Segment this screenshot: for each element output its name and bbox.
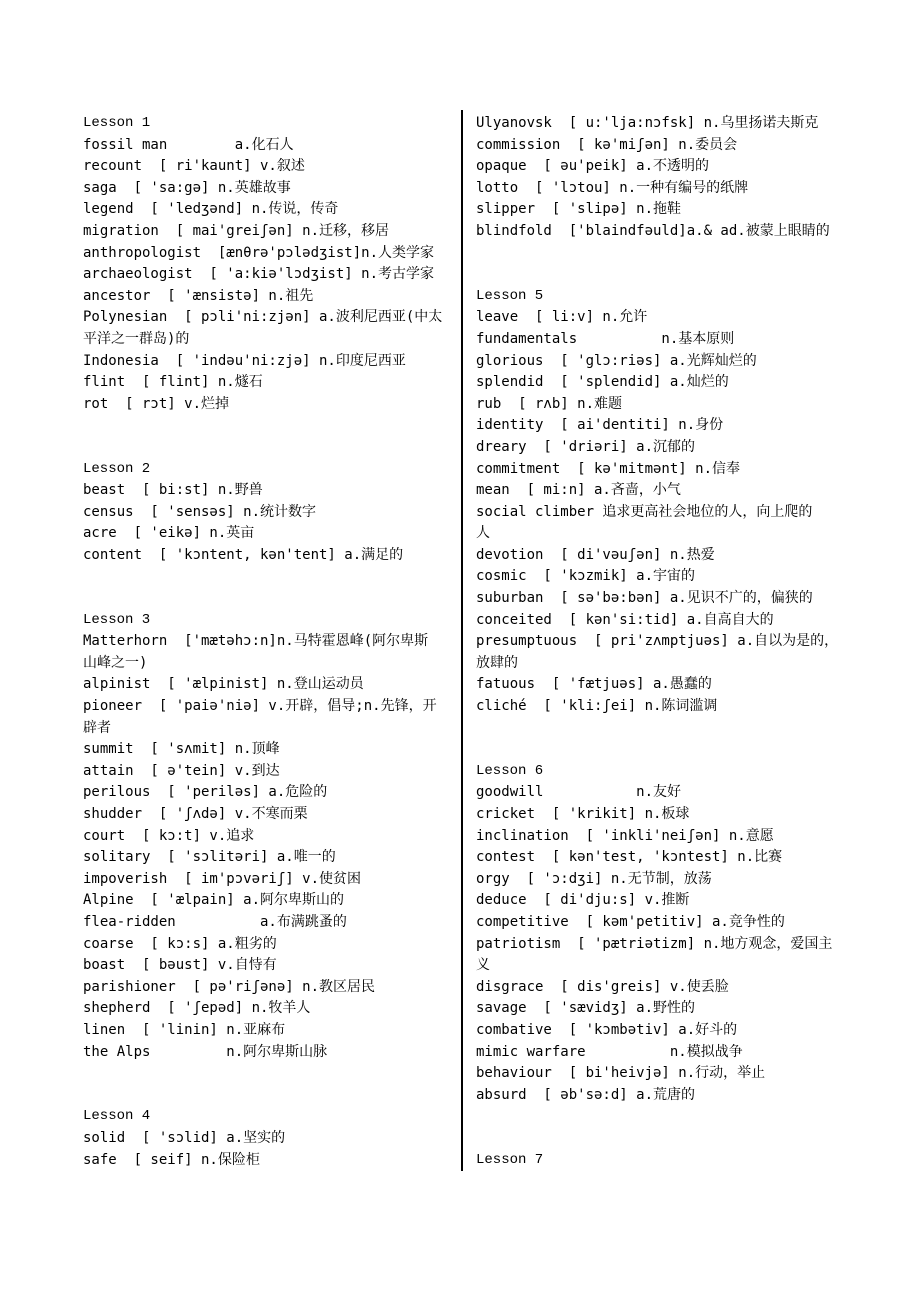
vocab-line: shudder [ 'ʃʌdə] v.不寒而栗 <box>83 806 308 822</box>
vocab-line: suburban [ sə'bə:bən] a.见识不广的，偏狭的 <box>476 590 813 607</box>
vocab-line: solitary [ 'sɔlitəri] a.唯一的 <box>83 849 336 866</box>
vocab-line: migration [ mai'greiʃən] n.迁移，移居 <box>83 222 390 239</box>
vocab-line: impoverish [ im'pɔvəriʃ] v.使贫困 <box>83 870 362 887</box>
vocab-line: glorious [ 'glɔ:riəs] a.光辉灿烂的 <box>476 352 757 369</box>
vocab-line: legend [ 'ledʒənd] n.传说，传奇 <box>83 201 339 218</box>
blank-line <box>476 243 851 265</box>
vocab-line: 辟者 <box>83 719 111 736</box>
vocab-line: commission [ kə'miʃən] n.委员会 <box>476 136 738 153</box>
vocab-line: cliché [ 'kli:ʃei] n.陈词滥调 <box>476 698 718 715</box>
vocab-line: devotion [ di'vəuʃən] n.热爱 <box>476 546 715 563</box>
vocab-line: fossil man a.化石人 <box>83 136 294 153</box>
vocab-line: beast [ bi:st] n.野兽 <box>83 482 263 499</box>
vocab-line: court [ kɔ:t] v.追求 <box>83 827 255 844</box>
blank-line <box>83 437 453 459</box>
vocab-line: the Alps n.阿尔卑斯山脉 <box>83 1043 328 1060</box>
vocab-line: patriotism [ 'pætriətizm] n.地方观念，爱国主 <box>476 935 833 952</box>
vocab-line: 人 <box>476 525 490 542</box>
right-column <box>476 113 851 1171</box>
vocab-line: social climber 追求更高社会地位的人，向上爬的 <box>476 503 813 520</box>
vocab-line: lotto [ 'lɔtou] n.一种有编号的纸牌 <box>476 179 749 196</box>
column-divider <box>461 110 463 1171</box>
vocab-line: splendid [ 'splendid] a.灿烂的 <box>476 374 729 391</box>
vocab-line: blindfold ['blaindfəuld]a.& ad.被蒙上眼睛的 <box>476 222 830 239</box>
blank-line <box>476 718 851 740</box>
vocab-line: behaviour [ bi'heivjə] n.行动，举止 <box>476 1065 766 1082</box>
vocab-line: saga [ 'sa:gə] n.英雄故事 <box>83 179 291 196</box>
blank-line <box>476 1106 851 1128</box>
vocab-line: Alpine [ 'ælpain] a.阿尔卑斯山的 <box>83 892 345 909</box>
vocab-line: Indonesia [ 'indəu'ni:zjə] n.印度尼西亚 <box>83 352 406 369</box>
vocab-line: combative [ 'kɔmbətiv] a.好斗的 <box>476 1021 738 1038</box>
vocab-line: slipper [ 'slipə] n.拖鞋 <box>476 201 682 218</box>
vocab-line: perilous [ 'periləs] a.危险的 <box>83 784 328 801</box>
vocab-line: recount [ ri'kaunt] v.叙述 <box>83 158 305 175</box>
vocab-line: dreary [ 'driəri] a.沉郁的 <box>476 438 696 455</box>
vocab-line: cosmic [ 'kɔzmik] a.宇宙的 <box>476 568 696 585</box>
vocab-line: flea-ridden a.布满跳蚤的 <box>83 913 347 930</box>
vocab-line: competitive [ kəm'petitiv] a.竞争性的 <box>476 913 785 930</box>
vocab-line: summit [ 'sʌmit] n.顶峰 <box>83 741 280 758</box>
vocab-line: ancestor [ 'ænsistə] n.祖先 <box>83 287 314 304</box>
vocab-line: mimic warfare n.模拟战争 <box>476 1043 743 1060</box>
lesson-heading: Lesson 5 <box>476 287 544 304</box>
blank-line <box>83 566 453 588</box>
lesson-heading: Lesson 3 <box>83 611 151 628</box>
vocab-line: disgrace [ dis'greis] v.使丢脸 <box>476 978 729 995</box>
vocab-line: content [ 'kɔntent, kən'tent] a.满足的 <box>83 546 404 563</box>
blank-line <box>83 1063 453 1085</box>
vocab-line: safe [ seif] n.保险柜 <box>83 1151 260 1168</box>
blank-line <box>83 588 453 610</box>
lesson-heading: Lesson 2 <box>83 460 151 477</box>
vocab-line: goodwill n.友好 <box>476 784 682 801</box>
vocab-line: rub [ rʌb] n.难题 <box>476 395 623 412</box>
vocab-line: Ulyanovsk [ u:'lja:nɔfsk] n.乌里扬诺夫斯克 <box>476 115 819 131</box>
blank-line <box>83 1085 453 1107</box>
blank-line <box>476 264 851 286</box>
vocab-line: identity [ ai'dentiti] n.身份 <box>476 417 724 434</box>
vocab-line: presumptuous [ pri'zʌmptjuəs] a.自以为是的， <box>476 633 839 650</box>
left-column <box>83 113 453 1171</box>
vocab-line: cricket [ 'krikit] n.板球 <box>476 806 690 822</box>
blank-line <box>476 1128 851 1150</box>
lesson-heading: Lesson 4 <box>83 1108 151 1125</box>
vocab-line: deduce [ di'dju:s] v.推断 <box>476 892 690 909</box>
vocab-line: mean [ mi:n] a.吝啬，小气 <box>476 482 681 499</box>
vocab-line: absurd [ əb'sə:d] a.荒唐的 <box>476 1086 696 1103</box>
vocab-line: 平洋之一群岛)的 <box>83 330 190 347</box>
vocab-line: 义 <box>476 957 490 974</box>
vocab-line: pioneer [ 'paiə'niə] v.开辟，倡导;n.先锋，开 <box>83 698 437 715</box>
vocab-line: alpinist [ 'ælpinist] n.登山运动员 <box>83 676 364 693</box>
vocab-line: orgy [ 'ɔ:dʒi] n.无节制，放荡 <box>476 870 712 887</box>
vocab-line: 放肆的 <box>476 654 518 671</box>
vocab-line: fundamentals n.基本原则 <box>476 330 735 347</box>
vocab-line: Polynesian [ pɔli'ni:zjən] a.波利尼西亚(中太 <box>83 309 443 326</box>
vocab-line: 山峰之一) <box>83 654 148 671</box>
vocab-line: attain [ ə'tein] v.到达 <box>83 762 280 779</box>
vocab-line: fatuous [ 'fætjuəs] a.愚蠢的 <box>476 676 712 693</box>
vocab-line: opaque [ əu'peik] a.不透明的 <box>476 158 710 175</box>
vocab-line: boast [ bəust] v.自恃有 <box>83 957 277 974</box>
vocab-line: Matterhorn ['mætəhɔ:n]n.马特霍恩峰(阿尔卑斯 <box>83 633 429 650</box>
vocab-line: census [ 'sensəs] n.统计数字 <box>83 503 317 520</box>
vocab-line: shepherd [ 'ʃepəd] n.牧羊人 <box>83 1000 311 1017</box>
vocab-line: anthropologist [ænθrə'pɔlədʒist]n.人类学家 <box>83 244 435 261</box>
vocab-line: solid [ 'sɔlid] a.坚实的 <box>83 1129 286 1146</box>
lesson-heading: Lesson 1 <box>83 115 151 131</box>
lesson-heading: Lesson 7 <box>476 1151 544 1168</box>
vocab-line: parishioner [ pə'riʃənə] n.教区居民 <box>83 978 376 995</box>
vocab-line: commitment [ kə'mitmənt] n.信奉 <box>476 460 741 477</box>
vocab-line: archaeologist [ 'a:kiə'lɔdʒist] n.考古学家 <box>83 266 435 283</box>
vocab-line: contest [ kən'test, 'kɔntest] n.比赛 <box>476 849 783 866</box>
vocab-line: acre [ 'eikə] n.英亩 <box>83 525 255 542</box>
vocab-line: rot [ rɔt] v.烂掉 <box>83 395 230 412</box>
blank-line <box>476 739 851 761</box>
vocab-line: leave [ li:v] n.允许 <box>476 309 648 326</box>
vocab-line: flint [ flint] n.燧石 <box>83 374 263 391</box>
vocab-line: coarse [ kɔ:s] a.粗劣的 <box>83 935 277 952</box>
vocab-line: conceited [ kən'si:tid] a.自高自大的 <box>476 611 774 628</box>
blank-line <box>83 415 453 437</box>
vocab-line: savage [ 'sævidʒ] a.野性的 <box>476 1000 696 1017</box>
vocab-line: inclination [ 'inkli'neiʃən] n.意愿 <box>476 827 774 844</box>
lesson-heading: Lesson 6 <box>476 762 544 779</box>
vocab-line: linen [ 'linin] n.亚麻布 <box>83 1021 286 1038</box>
